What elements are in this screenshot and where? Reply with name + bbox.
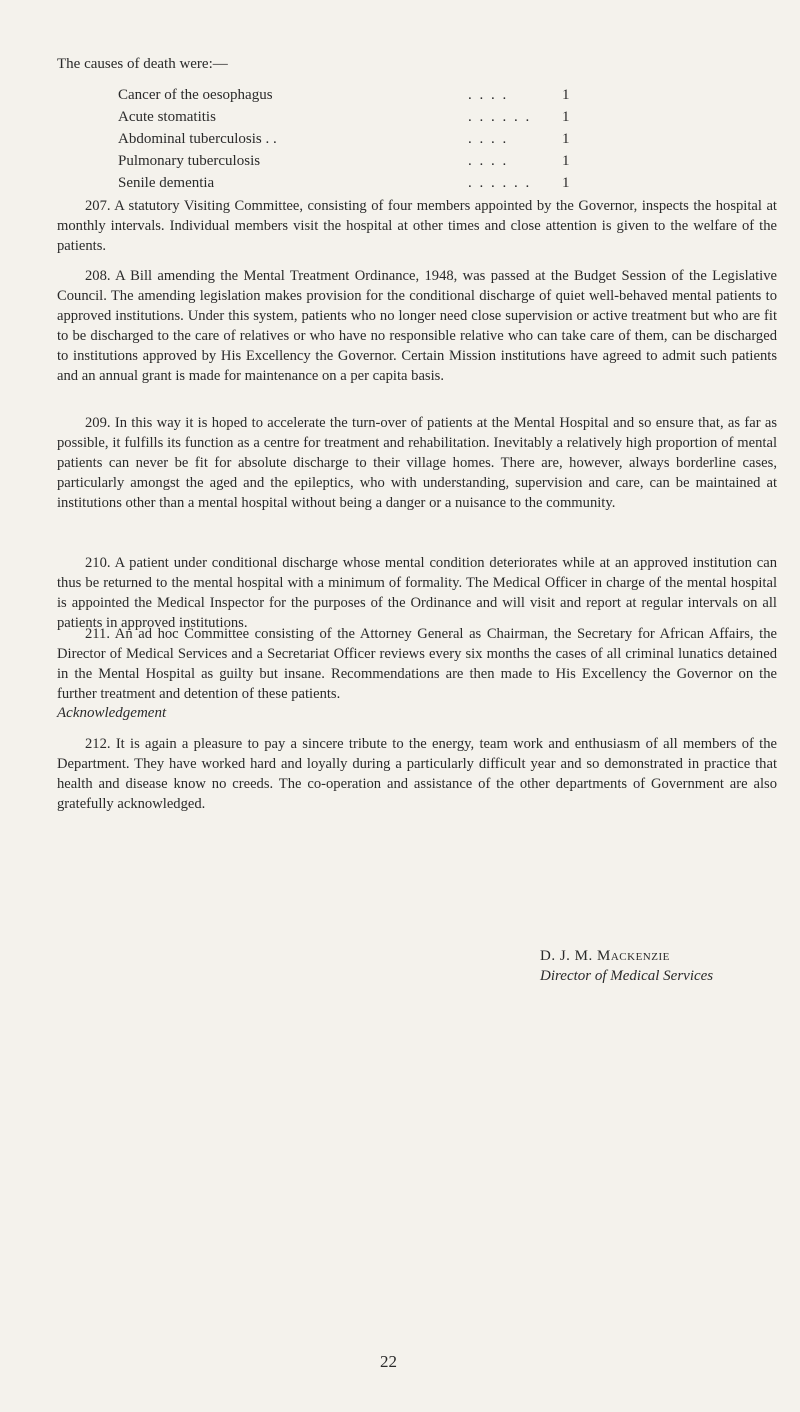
list-item [118,128,578,150]
cause-name: Acute stomatitis [118,109,216,125]
list-item [118,172,578,194]
leader-dots: . . . . [468,87,509,103]
cause-count: 1 [562,109,570,125]
cause-count: 1 [562,175,570,191]
cause-count: 1 [562,87,570,103]
list-item [118,106,578,128]
paragraph-209: 209. In this way it is hoped to accelerate the turn-over of patients at the Mental Hospital and so ensure that, as far as possible, it fulfills its function as a centre for treatment and rehabilitation. Inevitably a relatively high proportion of mental patients can never be fit for absolute discharge to their village homes. There are, however, always borderline cases, particularly amongst the aged and the epileptics, who with understanding, supervision and care, can be maintained at institutions other than a mental hospital without being a danger or a nuisance to the community. [57,415,777,511]
list-item [118,150,578,172]
causes-of-death-list [118,84,578,194]
cause-name: Senile dementia [118,175,215,191]
cause-name: Pulmonary tuberculosis [118,153,261,169]
page-number: 22 [380,1352,397,1371]
causes-intro: The causes of death were:— [57,56,228,72]
paragraph-207: 207. A statutory Visiting Committee, consisting of four members appointed by the Governor, inspects the hospital at monthly intervals. Individual members visit the hospital at other times and close attention is given to the welfare of the patients. [57,198,777,254]
cause-name: Cancer of the oesophagus [118,87,273,103]
cause-count: 1 [562,153,570,169]
list-item [118,84,578,106]
paragraph-211: 211. An ad hoc Committee consisting of the Attorney General as Chairman, the Secretary for African Affairs, the Director of Medical Services and a Secretariat Officer reviews every six months the cases of all criminal lunatics detained in the Mental Hospital as guilty but insane. Recommendations are then made to His Excellency the Governor on the further treatment and detention of these patients. [57,626,777,702]
paragraph-212: 212. It is again a pleasure to pay a sincere tribute to the energy, team work and enthusiasm of all members of the Department. They have worked hard and loyally during a particularly difficult year and so demonstrated in practice that health and disease know no creeds. The co-operation and assistance of the other departments of Government are also gratefully acknowledged. [57,736,777,812]
paragraph-210: 210. A patient under conditional discharge whose mental condition deteriorates while at an approved institution can thus be returned to the mental hospital with a minimum of formality. The Medical Officer in charge of the mental hospital is appointed the Medical Inspector for the purposes of the Ordinance and will visit and report at regular intervals on all patients in approved institutions. [57,555,777,631]
leader-dots: . . . . [468,153,509,169]
signature-initials: D. J. M. [540,948,593,964]
leader-dots: . . . . . . [468,175,532,191]
signature-name [540,948,670,965]
paragraph-208: 208. A Bill amending the Mental Treatment Ordinance, 1948, was passed at the Budget Session of the Legislative Council. The amending legislation makes provision for the conditional discharge of quiet well-behaved mental patients to approved institutions. Under this system, patients who no longer need close supervision or active treatment but who are fit to be discharged to the care of relatives or who have no responsible relative who can take care of them, can be discharged to institutions approved by His Excellency the Governor. Certain Mission institutions have agreed to admit such patients and an annual grant is made for maintenance on a per capita basis. [57,268,777,384]
cause-name: Abdominal tuberculosis . . [118,131,277,147]
signature-title: Director of Medical Services [540,968,714,984]
signature-surname: Mackenzie [597,948,670,964]
leader-dots: . . . . [468,131,509,147]
section-heading: Acknowledgement [57,705,167,721]
leader-dots: . . . . . . [468,109,532,125]
cause-count: 1 [562,131,570,147]
